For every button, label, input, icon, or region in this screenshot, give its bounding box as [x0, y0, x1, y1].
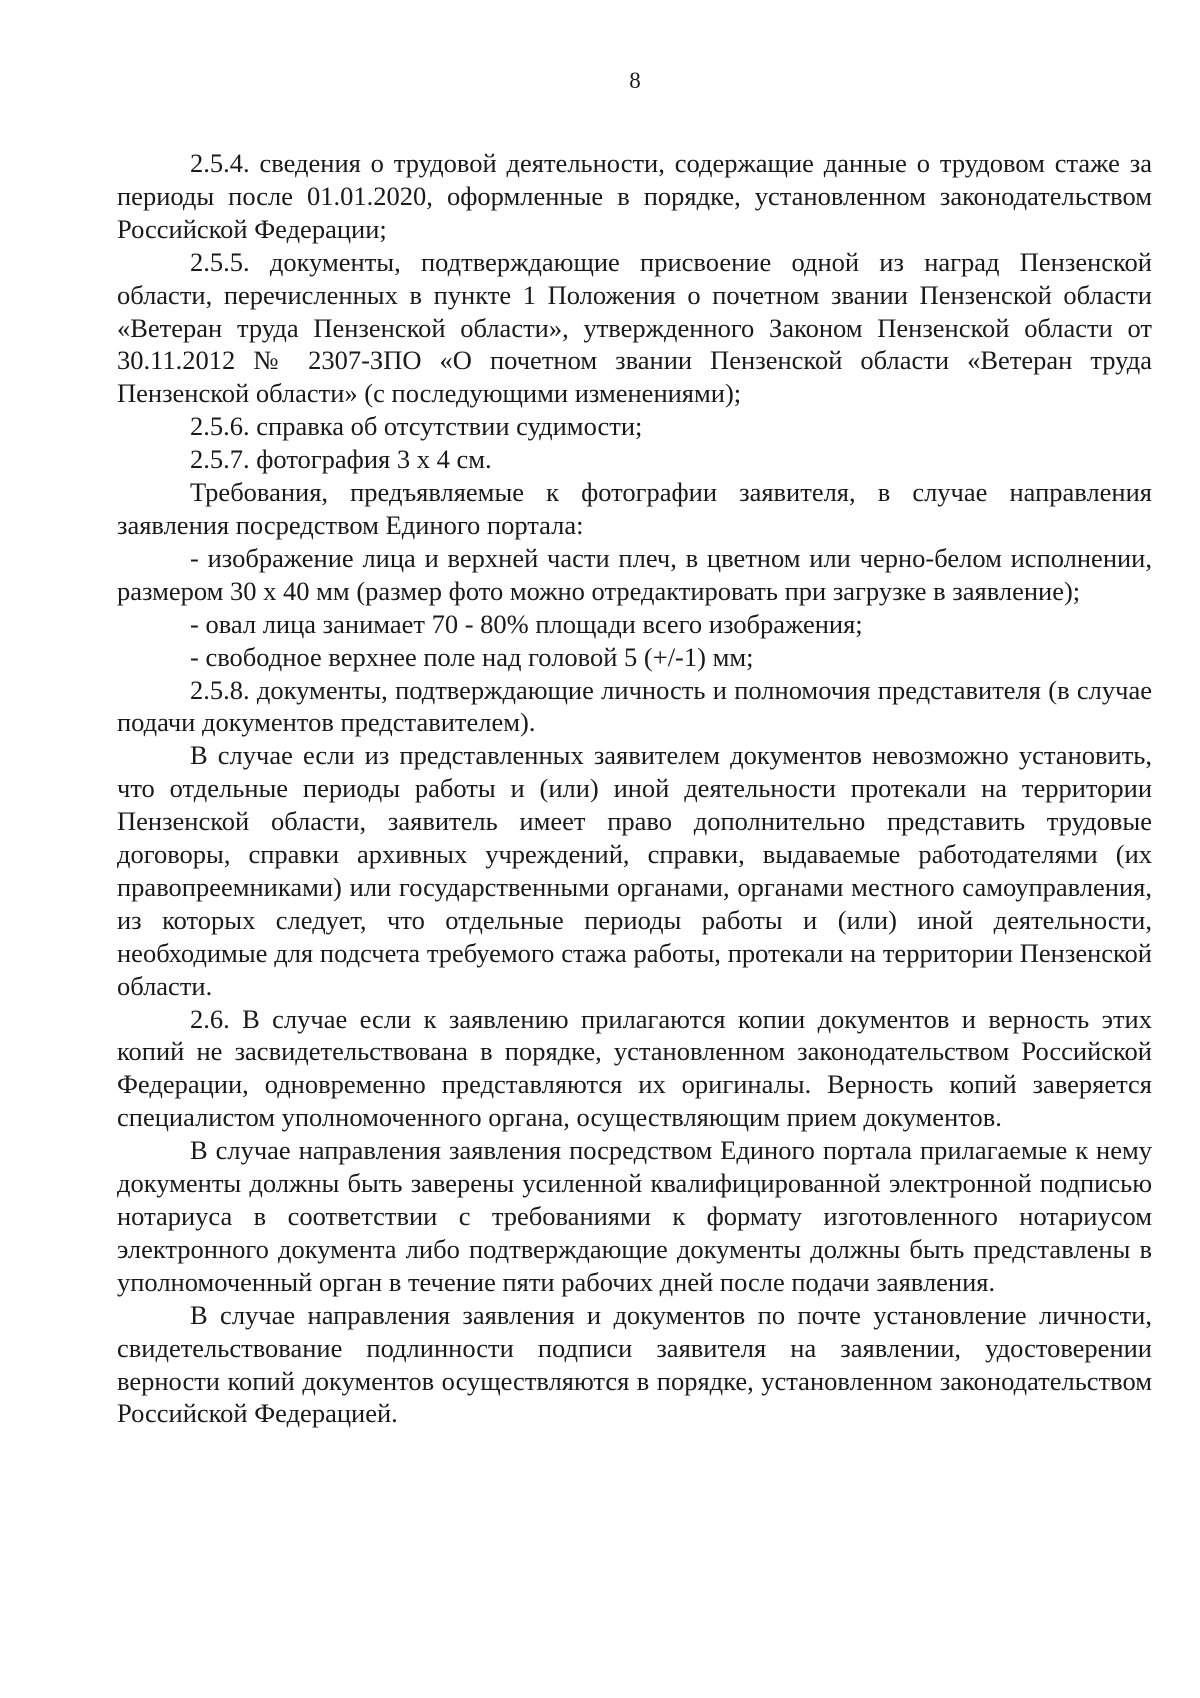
- paragraph-2-6: 2.6. В случае если к заявлению прилагаются копии документов и верность этих копий не засвидетельствована в порядке, установленном законодательством Российской Федерации, одновременно представляются их оригиналы. Верность копий заверяется специалистом уполномоченного органа, осуществляющим прием документов.: [117, 1003, 1152, 1133]
- paragraph-mail-submission: В случае направления заявления и документов по почте установление личности, свидетельствование подлинности подписи заявителя на заявлении, удостоверении верности копий документов осуществляются в порядке, установленном законодательством Российской Федерацией.: [117, 1299, 1152, 1429]
- paragraph-2-5-6: 2.5.6. справка об отсутствии судимости;: [190, 411, 643, 442]
- paragraph-2-5-8: 2.5.8. документы, подтверждающие личность и полномочия представителя (в случае подачи документов представителем).: [117, 674, 1152, 738]
- paragraph-2-5-4: 2.5.4. сведения о трудовой деятельности, содержащие данные о трудовом стаже за периоды после 01.01.2020, оформленные в порядке, установленном законодательством Российской Федерации;: [117, 148, 1152, 244]
- list-item-face-oval: - овал лица занимает 70 - 80% площади всего изображения;: [190, 608, 863, 639]
- paragraph-2-5-7: 2.5.7. фотография 3 х 4 см.: [190, 444, 492, 475]
- document-body: [117, 147, 1152, 1430]
- list-item-top-margin: - свободное верхнее поле над головой 5 (+/-1) мм;: [190, 641, 754, 672]
- list-item-face-image: - изображение лица и верхней части плеч, в цветном или черно-белом исполнении, размером 30 х 40 мм (размер фото можно отредактировать при загрузке в заявление);: [117, 542, 1152, 606]
- paragraph-2-5-5: 2.5.5. документы, подтверждающие присвоение одной из наград Пензенской области, перечисленных в пункте 1 Положения о почетном звании Пензенской области «Ветеран труда Пензенской области», утвержденного Законом Пензенской области от 30.11.2012 № 2307-ЗПО «О почетном звании Пензенской области «Ветеран труда Пензенской области» (с последующими изменениями);: [117, 246, 1152, 409]
- page-number: 8: [629, 68, 641, 93]
- paragraph-photo-requirements: Требования, предъявляемые к фотографии заявителя, в случае направления заявления посредством Единого портала:: [117, 477, 1152, 540]
- paragraph-portal-submission: В случае направления заявления посредством Единого портала прилагаемые к нему документы должны быть заверены усиленной квалифицированной электронной подписью нотариуса в соответствии с требованиями к формату изготовленного нотариусом электронного документа либо подтверждающие документы должны быть представлены в уполномоченный орган в течение пяти рабочих дней после подачи заявления.: [117, 1135, 1152, 1297]
- paragraph-additional-documents: В случае если из представленных заявителем документов невозможно установить, что отдельные периоды работы и (или) иной деятельности протекали на территории Пензенской области, заявитель имеет право дополнительно представить трудовые договоры, справки архивных учреждений, справки, выдаваемые работодателями (их правопреемниками) или государственными органами, органами местного самоуправления, из которых следует, что отдельные периоды работы и (или) иной деятельности, необходимые для подсчета требуемого стажа работы, протекали на территории Пензенской области.: [117, 740, 1152, 1001]
